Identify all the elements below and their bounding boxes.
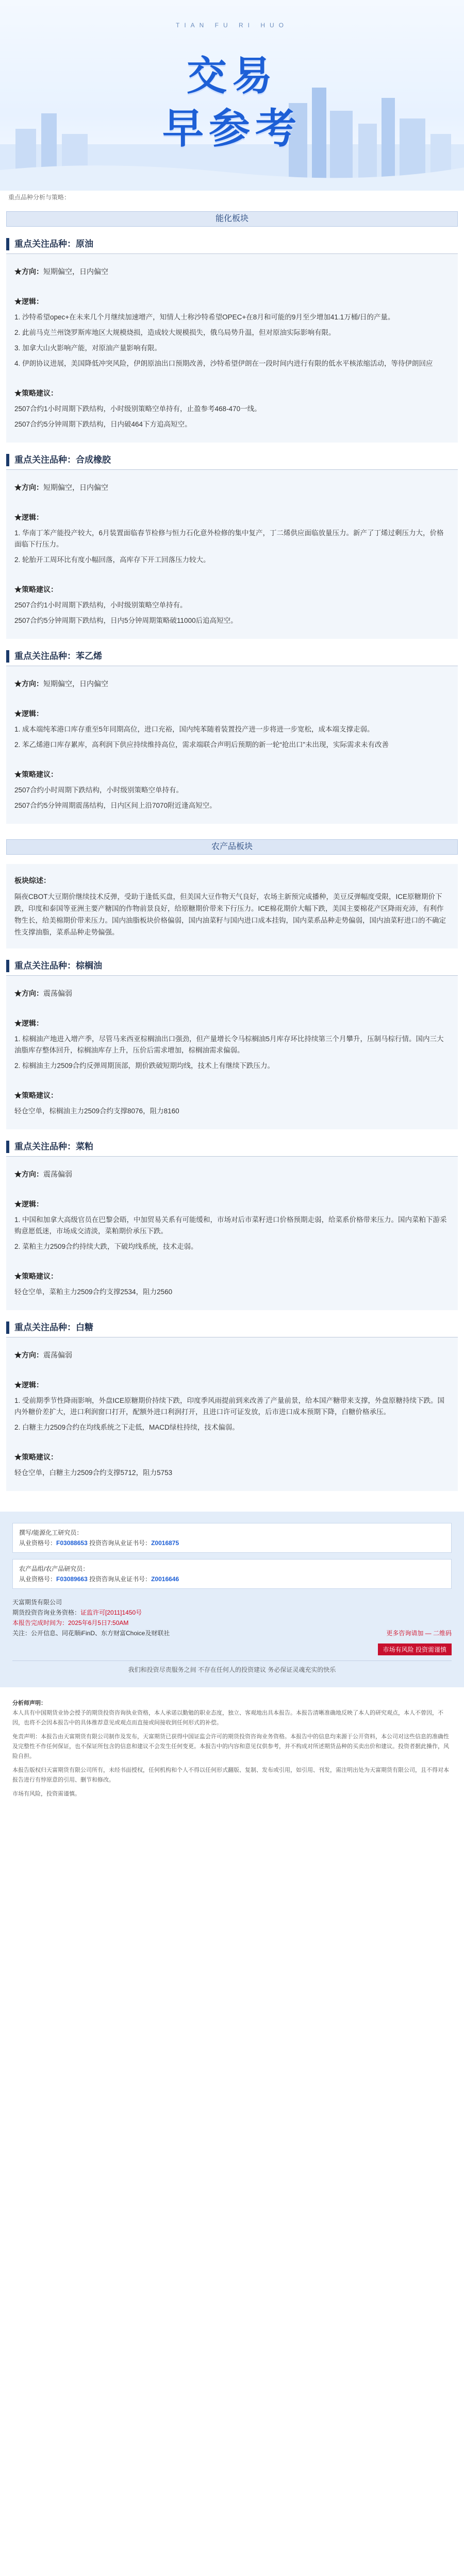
agri-intro [6, 864, 458, 948]
intro-label: 板块综述： [14, 876, 51, 885]
legal-disclaimer [0, 1687, 464, 1815]
section-title: 重点关注品种：菜粕 [6, 1141, 93, 1153]
direction-value: 震荡偏弱 [43, 1170, 72, 1178]
direction-value: 震荡偏弱 [43, 989, 72, 997]
logic-point: 1. 沙特希望opec+在未来几个月继续加速增产，知情人士称沙特希望OPEC+在8月和可能的9月至少增加41.1万桶/日的产量。 [14, 313, 395, 321]
direction-label: ★方向： [14, 989, 43, 997]
energy-band: 能化板块 [6, 211, 458, 227]
section-title: 重点关注品种：原油 [6, 238, 93, 250]
strategy-label: ★策略建议： [14, 1453, 58, 1461]
logic-point: 1. 中国和加拿大高级官员在巴黎会晤，中加贸易关系有可能缓和，市场对后市菜籽进口价格预期走弱，给菜系价格带来压力。国内菜粕下游采购意愿低迷，市场成交清淡，菜粕期价承压下跌。 [14, 1216, 447, 1235]
strategy-point: 轻仓空单，菜粕主力2509合约支撑2534，阻力2560 [14, 1288, 173, 1296]
invest-label: 投资咨询从业证书号： [87, 1575, 152, 1583]
logic-point: 1. 成本端纯苯港口库存重至5年同期高位，进口充裕，国内纯苯随着装置投产进一步将进一步宽松，成本端支撑走弱。 [14, 725, 374, 733]
invest-number: Z0016646 [151, 1575, 179, 1583]
analyst-card [12, 1523, 452, 1553]
update-time: 本报告完成时间为：2025年6月5日7:50AM [12, 1619, 129, 1626]
invest-label: 投资咨询从业证书号： [87, 1539, 152, 1547]
strategy-point: 2507合约1小时周期下跌结构，小时级别策略空单持有。 [14, 601, 187, 609]
strategy-point: 2507合约小时周期下跌结构，小时级别策略空单持有。 [14, 786, 184, 794]
logic-point: 2. 轮胎开工周环比有度小幅回落，高库存下开工回落压力较大。 [14, 556, 210, 564]
logic-point: 1. 受前期季节性降雨影响，外盘ICE原糖期价持续下跌，印度季风雨提前到来改善了产量前景，给本国产糖带来支撑，外盘原糖持续下跌。国内外糖价差扩大，进口利润窗口打开，配额外进口利润打开，且进口许可证发放，后市进口成本预期下降，白糖价格承压。 [14, 1397, 445, 1416]
direction-value: 震荡偏弱 [43, 1351, 72, 1359]
qual-number: F03088653 [56, 1539, 88, 1547]
section-title: 重点关注品种：合成橡胶 [6, 454, 111, 466]
direction-value: 短期偏空，日内偏空 [43, 483, 108, 492]
company-info [12, 1597, 452, 1638]
strategy-point: 2507合约5分钟周期下跌结构，日内破464下方追高短空。 [14, 420, 192, 428]
logic-label: ★逻辑： [14, 1200, 43, 1208]
analyst-role: 农产品组/农产品研究员： [19, 1565, 89, 1572]
channels: 关注：公开信息、同花顺iFinD、东方财富Choice及财联社 [12, 1630, 170, 1637]
logic-point: 2. 此前马克兰州饶罗斯库地区大规模烧损，造成较大规模损失，俄乌局势升温，但对原油实际影响有限。 [14, 329, 336, 336]
direction-value: 短期偏空，日内偏空 [43, 267, 108, 276]
agri-section-palm-oil [6, 958, 458, 1129]
strategy-label: ★策略建议： [14, 585, 58, 594]
direction-label: ★方向： [14, 1351, 43, 1359]
logic-point: 2. 棕榈油主力2509合约反弹周期顶部，期价跌破短期均线，技术上有继续下跌压力。 [14, 1062, 275, 1070]
banner-pinyin: TIAN FU RI HUO [176, 22, 288, 29]
legal-paragraph: 市场有风险，投资需谨慎。 [12, 1791, 80, 1797]
banner-title-line2: 早参考 [162, 106, 302, 151]
logic-label: ★逻辑： [14, 297, 43, 306]
strategy-label: ★策略建议： [14, 1272, 58, 1280]
legal-paragraph: 免责声明：本报告由天富期货有限公司制作及发布，天富期货已获得中国证监会许可的期货投资咨询业务资格。本报告中的信息均来源于公开资料，本公司对这些信息的准确性及完整性不作任何保证，也不保证所包含的信息和建议不会发生任何变更。本报告中的内容和意见仅供参考，并不构成对所述期货品种的买卖出价和建议。投资者据此操作，风险自担。 [12, 1734, 449, 1759]
logic-label: ★逻辑： [14, 1019, 43, 1027]
qual-label: 从业资格号： [19, 1575, 57, 1583]
strategy-point: 2507合约5分钟周期下跌结构，日内5分钟周期策略破11000后追高短空。 [14, 617, 238, 624]
logic-label: ★逻辑： [14, 1381, 43, 1389]
legal-paragraph: 本人具有中国期货业协会授予的期货投资咨询执业资格，本人承诺以勤勉的职业态度，独立、客观地出具本报告。本报告清晰准确地反映了本人的研究观点，本人不曾因，不因，也将不会因本报告中的具体推荐意见或观点而直接或间接收到任何形式的补偿。 [12, 1710, 443, 1726]
logic-point: 4. 伊朗协议进展，美国降低冲突风险，伊朗原油出口预期改善，沙特希望伊朗在一段时间内进行有限的低水平核浓缩活动，等待伊朗回应 [14, 360, 433, 367]
direction-label: ★方向： [14, 680, 43, 688]
banner-title-line1: 交易 [186, 53, 277, 98]
agri-section-rapeseed-meal [6, 1139, 458, 1310]
direction-label: ★方向： [14, 483, 43, 492]
strategy-label: ★策略建议： [14, 1091, 58, 1099]
license-number: 证监许可[2011]1450号 [80, 1609, 142, 1616]
qual-number: F03089663 [56, 1575, 88, 1583]
logic-label: ★逻辑： [14, 513, 43, 521]
header-note: 重点品种分析与策略： [8, 194, 71, 201]
invest-number: Z0016875 [151, 1539, 179, 1547]
strategy-point: 2507合约1小时周期下跌结构，小时级别策略空单持有，止盈参考468-470一线。 [14, 405, 261, 413]
direction-label: ★方向： [14, 1170, 43, 1178]
banner [0, 0, 464, 191]
legal-title: 分析师声明： [12, 1700, 46, 1706]
direction-label: ★方向： [14, 267, 43, 276]
energy-section-rubber [6, 452, 458, 639]
strategy-point: 2507合约5分钟周期震荡结构，日内区间上沿7070附近逢高短空。 [14, 802, 217, 809]
agri-band: 农产品板块 [6, 839, 458, 855]
footer-block [0, 1512, 464, 1687]
legal-paragraph: 本报告版权归天富期货有限公司所有，未经书面授权，任何机构和个人不得以任何形式翻版、复制、发布或引用，如引用、刊发，需注明出处为天富期货有限公司，且不得对本报告进行有悖原意的引用、删节和修改。 [12, 1767, 449, 1783]
company-name: 天富期货有限公司 [12, 1599, 62, 1606]
section-title: 重点关注品种：苯乙烯 [6, 650, 102, 663]
logic-point: 3. 加拿大山火影响产能，对原油产量影响有限。 [14, 344, 162, 352]
energy-section-crude [6, 236, 458, 443]
analyst-card [12, 1559, 452, 1589]
risk-warning-badge: 市场有风险 投资需谨慎 [378, 1643, 452, 1655]
intro-text: 隔夜CBOT大豆期价继续技术反弹，受助于逢低买盘，但美国大豆作物天气良好，农场主新预完成播种，美豆反弹幅度受限，ICE原糖期价下跌，印度和泰国等亚洲主要产糖国的作物前景良好，给原糖期价带来下行压力。ICE棉花期价大幅下跌，美国主要棉花产区降雨充沛，有利作物生长，给美棉期价带来压力。国内油脂板块价格偏弱，国内油菜籽与国内进口成本挂钩，国内菜系品种走势偏弱，国内油菜籽进口的不确定性支撑油脂，菜系品种走势偏强。 [14, 893, 446, 936]
strategy-point: 轻仓空单，棕榈油主力2509合约支撑8076，阻力8160 [14, 1107, 179, 1115]
logic-label: ★逻辑： [14, 709, 43, 718]
logic-point: 2. 白糖主力2509合约在均线系统之下走低，MACD绿柱持续，技术偏弱。 [14, 1423, 239, 1431]
logic-point: 1. 华南丁苯产能投产较大，6月装置面临春节检修与恒力石化意外检修的集中复产，丁二烯供应面临放量压力。新产了丁烯过剩压力大，价格面临下行压力。 [14, 529, 444, 548]
strategy-label: ★策略建议： [14, 389, 58, 397]
section-title: 重点关注品种：白糖 [6, 1321, 93, 1334]
strategy-label: ★策略建议： [14, 770, 58, 778]
slogan: 我们和投资尽责服务之间 不存在任何人的投资建议 务必保证灵魂充实的快乐 [12, 1660, 452, 1674]
qual-label: 从业资格号： [19, 1539, 57, 1547]
analyst-role: 撰写/能源化工研究员： [19, 1529, 83, 1536]
energy-section-styrene [6, 648, 458, 824]
section-title: 重点关注品种：棕榈油 [6, 960, 102, 972]
logic-point: 1. 棕榈油产地进入增产季，尽管马来西亚棕榈油出口强劲，但产量增长令马棕榈油5月库存环比持续第三个月攀升，压制马棕行情。国内三大油脂库存整体回升，棕榈油库存上升，压价后需求增加，棕榈油需求偏弱。 [14, 1035, 444, 1054]
consult-link[interactable]: 更多咨询请加 — 二维码 [386, 1630, 452, 1637]
logic-point: 2. 菜粕主力2509合约持续大跌，下破均线系统，技术走弱。 [14, 1243, 198, 1250]
logic-point: 2. 苯乙烯港口库存累库，高利润下供应持续维持高位，需求端联合声明后预期的新一轮“抢出口”未出现，实际需求未有改善 [14, 741, 389, 749]
strategy-point: 轻仓空单，白糖主力2509合约支撑5712，阻力5753 [14, 1469, 173, 1477]
direction-value: 短期偏空，日内偏空 [43, 680, 108, 688]
license-label: 期货投资咨询业务资格： [12, 1609, 81, 1616]
agri-section-sugar [6, 1319, 458, 1491]
